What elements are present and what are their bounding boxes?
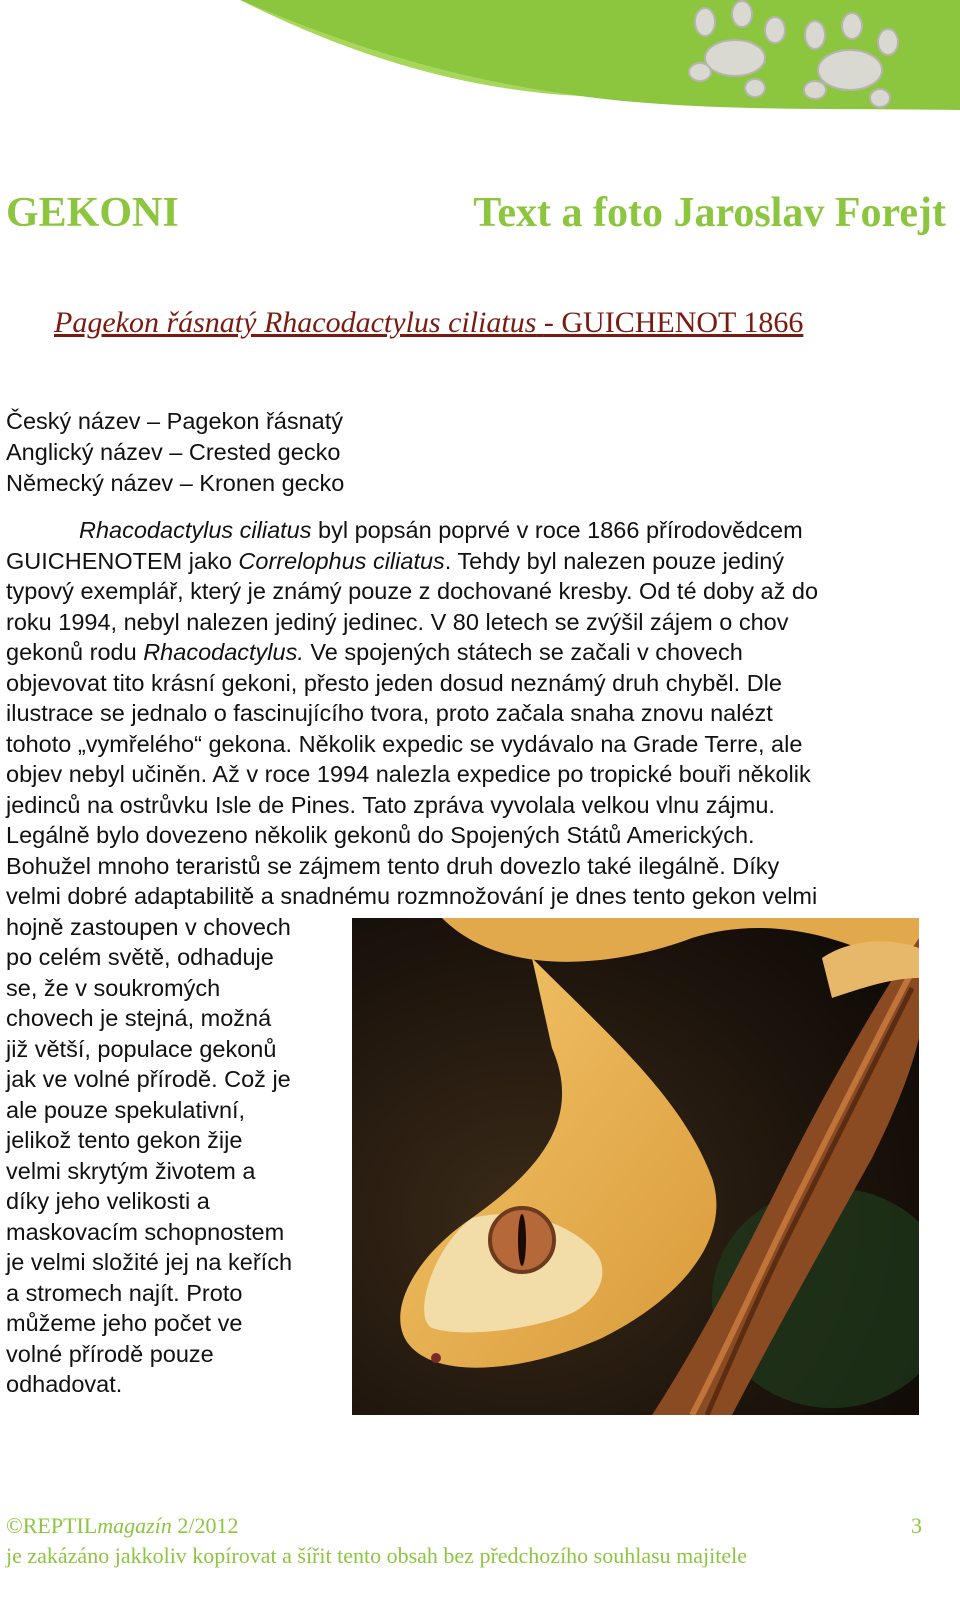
body-text: typový exemplář, který je známý pouze z dochované kresby. Od té doby až do xyxy=(6,578,819,604)
footer-line xyxy=(6,1515,926,1537)
body-line xyxy=(6,546,926,577)
body-line xyxy=(6,607,926,638)
body-text: maskovacím schopnostem xyxy=(6,1218,285,1245)
magazine-section-title: GEKONI xyxy=(6,190,179,236)
body-text: ilustrace se jednalo o fascinujícího tvora, proto začala snaha znovu nalézt xyxy=(6,700,773,726)
body-text: . Tehdy byl nalezen pouze jediný xyxy=(444,547,785,574)
body-text: objev nebyl učiněn. Až v roce 1994 nalezla expedice po tropické bouři několik xyxy=(6,761,811,787)
body-text: velmi dobré adaptabilitě a snadnému rozmnožování je dnes tento gekon velmi xyxy=(6,883,818,909)
species-italic: Rhacodactylus ciliatus xyxy=(79,517,312,543)
body-line xyxy=(6,881,926,912)
body-text: gekonů rodu xyxy=(6,639,144,665)
crested-gecko-photo xyxy=(352,918,919,1415)
body-line xyxy=(6,698,926,729)
common-name-english: Anglický název – Crested gecko xyxy=(6,439,341,465)
body-text: Ve spojených státech se začali v chovech xyxy=(303,639,743,665)
body-text: jedinců na ostrůvku Isle de Pines. Tato zpráva vyvolala velkou vlnu zájmu. xyxy=(6,791,775,818)
common-name-german: Německý název – Kronen gecko xyxy=(6,470,345,496)
page-number: 3 xyxy=(911,1513,922,1538)
common-name-czech: Český název – Pagekon řásnatý xyxy=(6,408,344,434)
body-text: po celém světě, odhaduje xyxy=(6,944,274,970)
species-authority: - GUICHENOT 1866 xyxy=(543,306,804,339)
body-text: ale pouze spekulativní, xyxy=(6,1096,246,1123)
body-line xyxy=(6,637,926,668)
body-line xyxy=(6,759,926,790)
body-text: objevovat tito krásní gekoni, přesto jeden dosud neznámý druh chyběl. Dle xyxy=(6,669,782,696)
body-line xyxy=(6,820,926,851)
body-text: Bohužel mnoho teraristů se zájmem tento druh dovezlo také ilegálně. Díky xyxy=(6,852,780,879)
body-text: jak ve volné přírodě. Což je xyxy=(6,1066,291,1092)
species-italic: Correlophus ciliatus xyxy=(238,547,445,574)
body-text: můžeme jeho počet ve xyxy=(6,1310,243,1336)
body-line xyxy=(6,576,926,607)
body-text: chovech je stejná, možná xyxy=(6,1005,272,1031)
footer-issue: 2/2012 xyxy=(171,1513,239,1538)
body-line xyxy=(6,851,926,882)
species-name: Pagekon řásnatý Rhacodactylus ciliatus xyxy=(54,306,537,339)
footer-magazine: magazín xyxy=(97,1513,172,1538)
body-text: díky jeho velikosti a xyxy=(6,1188,210,1214)
body-text: velmi skrytým životem a xyxy=(6,1157,256,1184)
body-text: a stromech najít. Proto xyxy=(6,1279,243,1306)
body-text: GUICHENOTEM jako xyxy=(6,547,239,574)
body-text: volné přírodě pouze xyxy=(6,1340,214,1367)
common-names-list xyxy=(6,406,344,499)
body-text: již větší, populace gekonů xyxy=(6,1035,277,1062)
body-text: odhadovat. xyxy=(6,1371,123,1397)
body-text: byl popsán poprvé v roce 1866 přírodovědcem xyxy=(311,517,803,543)
body-text: se, že v soukromých xyxy=(6,974,221,1001)
species-italic: Rhacodactylus. xyxy=(143,639,304,665)
body-text: je velmi složité jej na keřích xyxy=(6,1249,293,1275)
header-banner xyxy=(0,0,960,140)
body-text: tohoto „vymřelého“ gekona. Několik expedic se vydávalo na Grade Terre, ale xyxy=(6,730,803,757)
body-line xyxy=(6,790,926,821)
body-text: roku 1994, nebyl nalezen jediný jedinec. V 80 letech se zvýšil zájem o chov xyxy=(6,608,789,635)
body-line xyxy=(6,729,926,760)
footer-copyright: ©REPTIL xyxy=(6,1513,98,1538)
article-subtitle xyxy=(54,308,803,338)
body-line xyxy=(6,668,926,699)
body-line xyxy=(6,515,926,546)
copyright-notice: je zakázáno jakkoliv kopírovat a šířit tento obsah bez předchozího souhlasu majitele xyxy=(6,1543,748,1568)
body-text: hojně zastoupen v chovech xyxy=(6,913,291,940)
body-text: jelikož tento gekon žije xyxy=(6,1127,243,1153)
body-text: Legálně bylo dovezeno několik gekonů do Spojených Států Amerických. xyxy=(6,822,755,848)
author-credit: Text a foto Jaroslav Forejt xyxy=(473,190,946,236)
